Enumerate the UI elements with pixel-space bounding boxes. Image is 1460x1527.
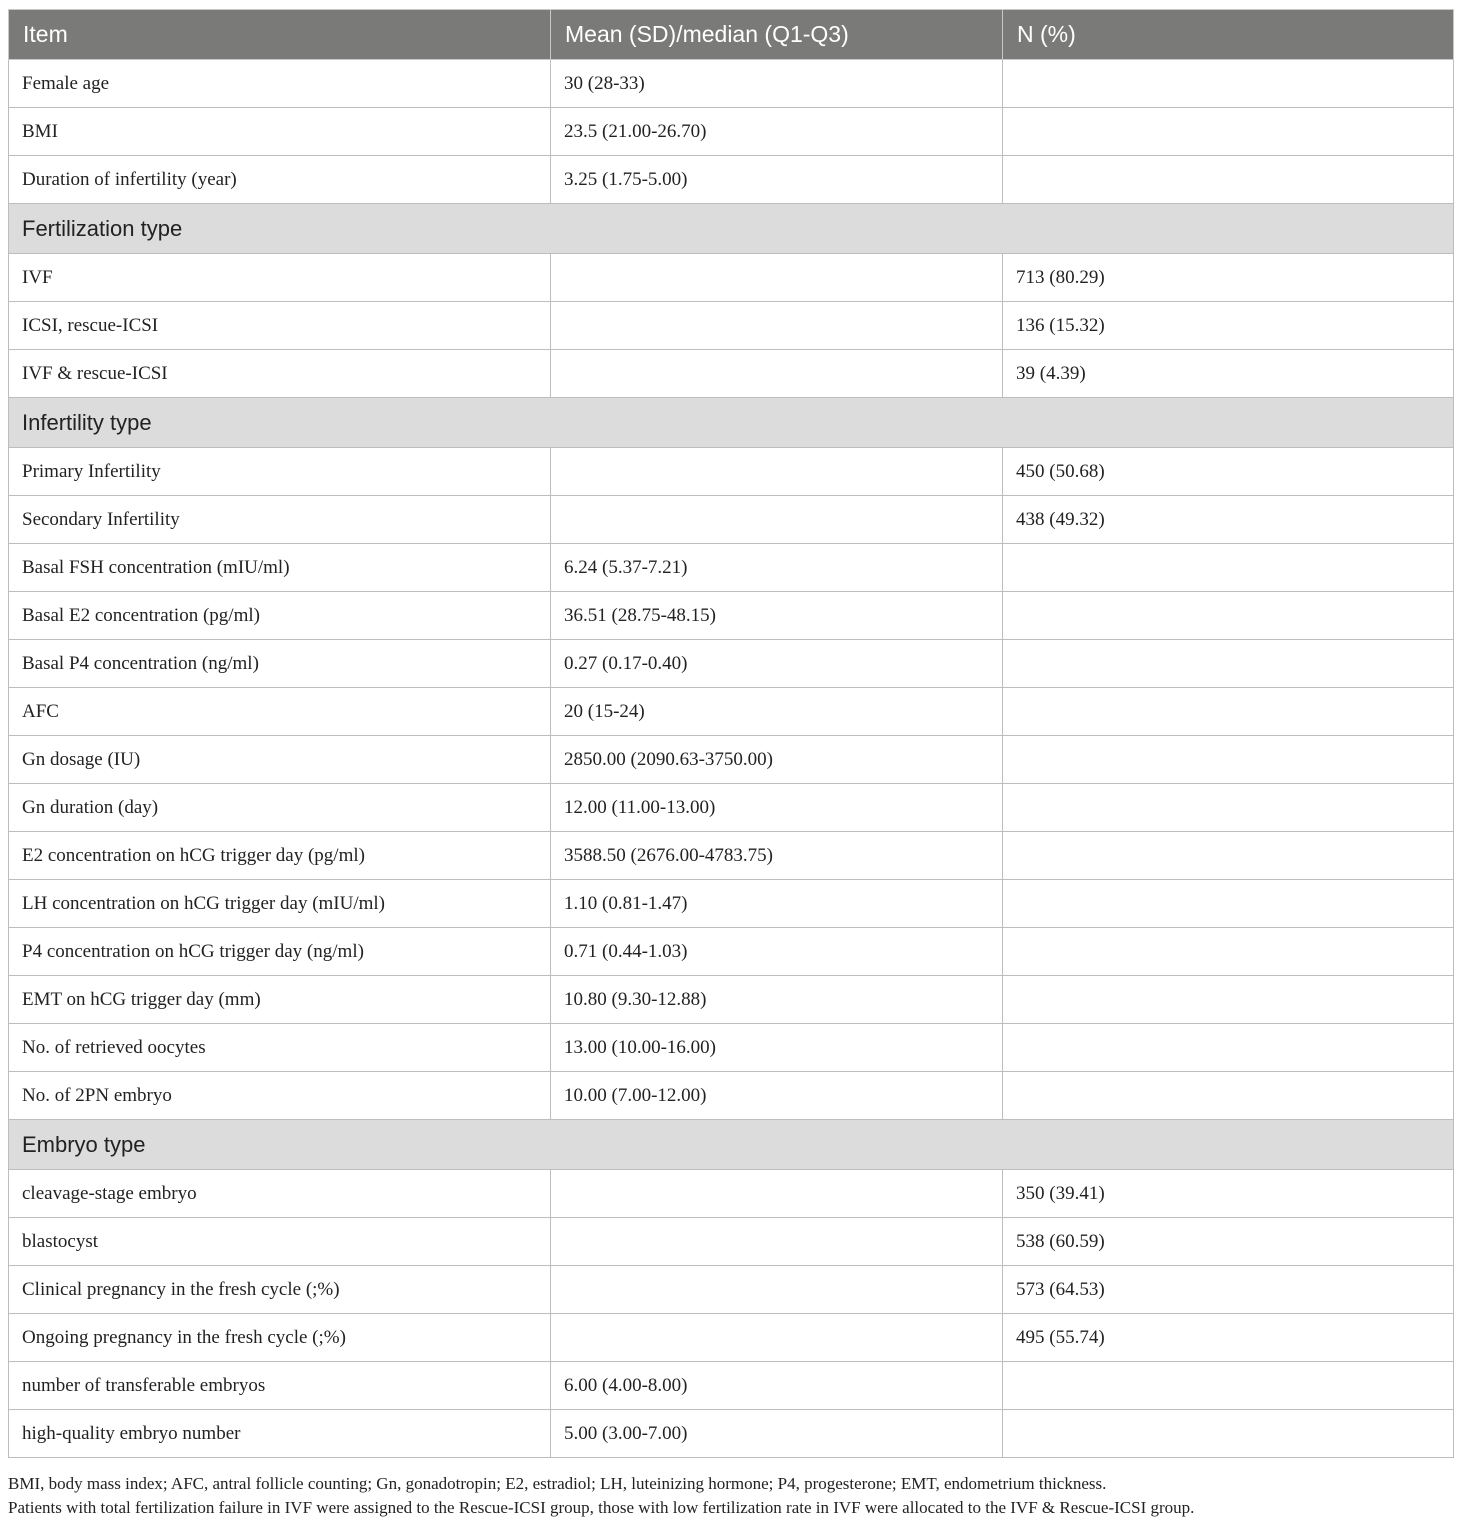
data-table-container	[8, 9, 1453, 1458]
table-row	[9, 60, 1454, 108]
cell-n	[1003, 928, 1454, 976]
table-row	[9, 592, 1454, 640]
cell-item: Basal FSH concentration (mIU/ml)	[9, 544, 551, 592]
cell-mean	[551, 350, 1003, 398]
table-row	[9, 1410, 1454, 1458]
table-row	[9, 976, 1454, 1024]
cell-mean: 2850.00 (2090.63-3750.00)	[551, 736, 1003, 784]
header-mean: Mean (SD)/median (Q1-Q3)	[551, 10, 1003, 60]
cell-mean: 20 (15-24)	[551, 688, 1003, 736]
cell-mean	[551, 1218, 1003, 1266]
cell-item: Duration of infertility (year)	[9, 156, 551, 204]
section-row	[9, 1120, 1454, 1170]
table-row	[9, 544, 1454, 592]
cell-mean	[551, 1266, 1003, 1314]
cell-item: IVF & rescue-ICSI	[9, 350, 551, 398]
cell-item: Gn dosage (IU)	[9, 736, 551, 784]
cell-item: IVF	[9, 254, 551, 302]
cell-mean	[551, 302, 1003, 350]
cell-n: 438 (49.32)	[1003, 496, 1454, 544]
cell-item: No. of retrieved oocytes	[9, 1024, 551, 1072]
cell-mean: 30 (28-33)	[551, 60, 1003, 108]
cell-n: 538 (60.59)	[1003, 1218, 1454, 1266]
cell-n: 39 (4.39)	[1003, 350, 1454, 398]
cell-item: cleavage-stage embryo	[9, 1170, 551, 1218]
cell-item: Gn duration (day)	[9, 784, 551, 832]
cell-mean	[551, 448, 1003, 496]
cell-mean: 3588.50 (2676.00-4783.75)	[551, 832, 1003, 880]
header-item: Item	[9, 10, 551, 60]
cell-mean: 6.00 (4.00-8.00)	[551, 1362, 1003, 1410]
section-row	[9, 204, 1454, 254]
table-row	[9, 302, 1454, 350]
cell-item: high-quality embryo number	[9, 1410, 551, 1458]
cell-item: E2 concentration on hCG trigger day (pg/ml)	[9, 832, 551, 880]
cell-n	[1003, 976, 1454, 1024]
cell-n: 713 (80.29)	[1003, 254, 1454, 302]
cell-mean: 6.24 (5.37-7.21)	[551, 544, 1003, 592]
section-label: Fertilization type	[9, 204, 1454, 254]
data-table	[8, 9, 1454, 1458]
table-row	[9, 1170, 1454, 1218]
footnote-note: Patients with total fertilization failure in IVF were assigned to the Rescue-ICSI group, those with low fertilization rate in IVF were allocated to the IVF & Rescue-ICSI group.	[8, 1498, 1195, 1517]
cell-item: Basal P4 concentration (ng/ml)	[9, 640, 551, 688]
cell-n	[1003, 60, 1454, 108]
cell-item: EMT on hCG trigger day (mm)	[9, 976, 551, 1024]
table-row	[9, 1314, 1454, 1362]
table-row	[9, 1218, 1454, 1266]
table-row	[9, 688, 1454, 736]
cell-item: number of transferable embryos	[9, 1362, 551, 1410]
cell-n	[1003, 1410, 1454, 1458]
cell-n: 450 (50.68)	[1003, 448, 1454, 496]
cell-mean: 1.10 (0.81-1.47)	[551, 880, 1003, 928]
cell-mean	[551, 254, 1003, 302]
section-label: Infertility type	[9, 398, 1454, 448]
header-n: N (%)	[1003, 10, 1454, 60]
cell-n	[1003, 108, 1454, 156]
table-row	[9, 1266, 1454, 1314]
cell-n: 495 (55.74)	[1003, 1314, 1454, 1362]
table-row	[9, 880, 1454, 928]
table-row	[9, 496, 1454, 544]
cell-n: 136 (15.32)	[1003, 302, 1454, 350]
cell-n	[1003, 544, 1454, 592]
table-footnotes	[8, 1472, 1453, 1520]
cell-item: Ongoing pregnancy in the fresh cycle (;%)	[9, 1314, 551, 1362]
cell-mean	[551, 1170, 1003, 1218]
cell-item: BMI	[9, 108, 551, 156]
cell-mean: 3.25 (1.75-5.00)	[551, 156, 1003, 204]
table-row	[9, 448, 1454, 496]
cell-mean: 23.5 (21.00-26.70)	[551, 108, 1003, 156]
cell-item: No. of 2PN embryo	[9, 1072, 551, 1120]
cell-n	[1003, 1362, 1454, 1410]
cell-mean: 36.51 (28.75-48.15)	[551, 592, 1003, 640]
cell-item: Female age	[9, 60, 551, 108]
cell-mean: 12.00 (11.00-13.00)	[551, 784, 1003, 832]
footnote-abbreviations: BMI, body mass index; AFC, antral follicle counting; Gn, gonadotropin; E2, estradiol; LH, luteinizing hormone; P4, progesterone; EMT, endometrium thickness.	[8, 1474, 1107, 1493]
table-row	[9, 1362, 1454, 1410]
cell-item: AFC	[9, 688, 551, 736]
cell-item: Clinical pregnancy in the fresh cycle (;%)	[9, 1266, 551, 1314]
cell-n	[1003, 1024, 1454, 1072]
table-row	[9, 784, 1454, 832]
cell-n	[1003, 736, 1454, 784]
cell-n	[1003, 688, 1454, 736]
table-row	[9, 108, 1454, 156]
cell-mean: 0.71 (0.44-1.03)	[551, 928, 1003, 976]
cell-n	[1003, 1072, 1454, 1120]
table-row	[9, 156, 1454, 204]
cell-item: ICSI, rescue-ICSI	[9, 302, 551, 350]
table-row	[9, 736, 1454, 784]
cell-n	[1003, 592, 1454, 640]
cell-mean: 10.80 (9.30-12.88)	[551, 976, 1003, 1024]
table-row	[9, 1024, 1454, 1072]
cell-item: P4 concentration on hCG trigger day (ng/ml)	[9, 928, 551, 976]
section-row	[9, 398, 1454, 448]
cell-n	[1003, 640, 1454, 688]
cell-n	[1003, 156, 1454, 204]
cell-mean: 5.00 (3.00-7.00)	[551, 1410, 1003, 1458]
cell-mean: 10.00 (7.00-12.00)	[551, 1072, 1003, 1120]
table-row	[9, 350, 1454, 398]
cell-mean	[551, 496, 1003, 544]
table-row	[9, 254, 1454, 302]
cell-item: Primary Infertility	[9, 448, 551, 496]
table-row	[9, 1072, 1454, 1120]
table-row	[9, 640, 1454, 688]
section-label: Embryo type	[9, 1120, 1454, 1170]
cell-item: blastocyst	[9, 1218, 551, 1266]
table-row	[9, 928, 1454, 976]
cell-n	[1003, 832, 1454, 880]
cell-item: LH concentration on hCG trigger day (mIU/ml)	[9, 880, 551, 928]
table-header-row	[9, 10, 1454, 60]
table-row	[9, 832, 1454, 880]
cell-item: Secondary Infertility	[9, 496, 551, 544]
cell-n	[1003, 784, 1454, 832]
cell-n: 350 (39.41)	[1003, 1170, 1454, 1218]
cell-mean: 0.27 (0.17-0.40)	[551, 640, 1003, 688]
cell-item: Basal E2 concentration (pg/ml)	[9, 592, 551, 640]
table-body	[9, 60, 1454, 1458]
cell-n: 573 (64.53)	[1003, 1266, 1454, 1314]
cell-mean	[551, 1314, 1003, 1362]
cell-mean: 13.00 (10.00-16.00)	[551, 1024, 1003, 1072]
cell-n	[1003, 880, 1454, 928]
